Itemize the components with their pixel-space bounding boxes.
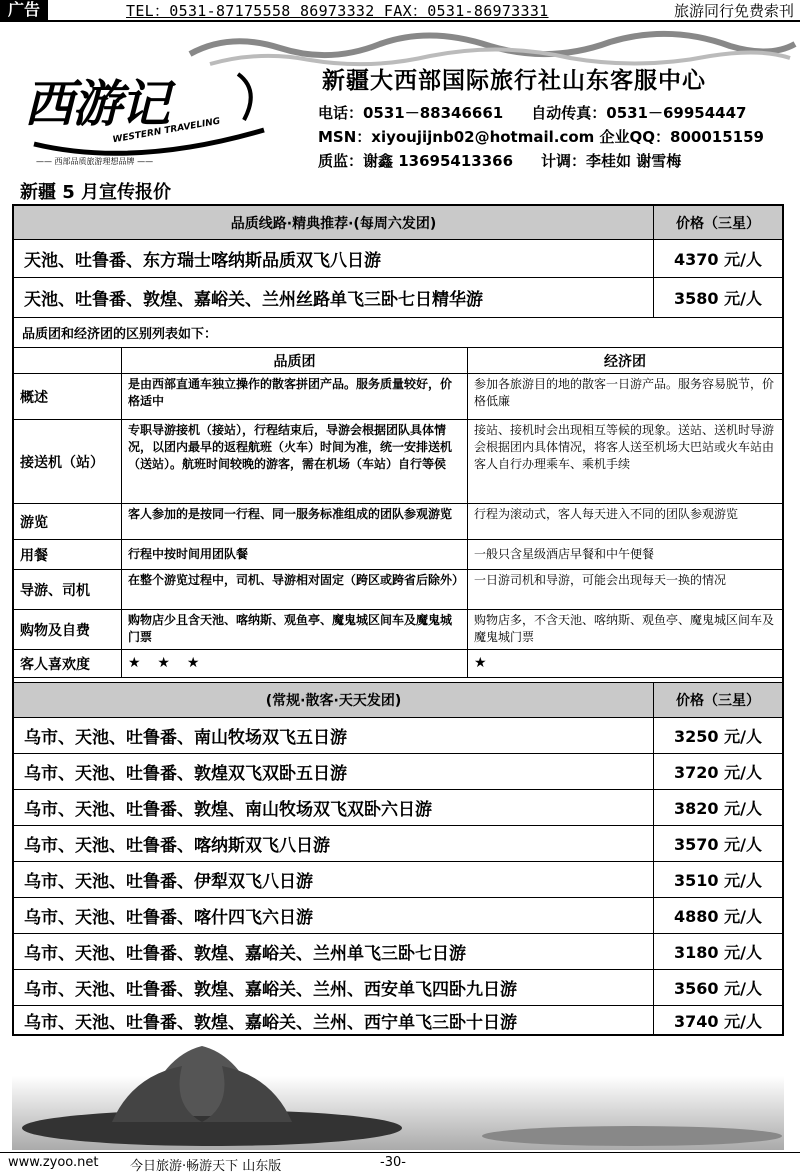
table-row (14, 790, 782, 826)
route-name: 天池、吐鲁番、敦煌、嘉峪关、兰州丝路单飞三卧七日精华游 (14, 278, 654, 317)
ad-label: 广告 (0, 0, 48, 21)
logo (24, 60, 274, 170)
row-label: 用餐 (14, 540, 122, 569)
table-row (14, 826, 782, 862)
route-price: 3740 元/人 (674, 1011, 762, 1031)
header (0, 56, 800, 180)
table-row (14, 240, 782, 278)
table-row (14, 610, 782, 650)
col-economy-header: 经济团 (604, 353, 646, 370)
route-name: 乌市、天池、吐鲁番、敦煌、嘉峪关、兰州、西安单飞四卧九日游 (14, 970, 654, 1005)
logo-tagline: —— 西部品质旅游理想品牌 —— (36, 157, 154, 166)
quality-cell: 专职导游接机（接站），行程结束后，导游会根据团队具体情况，以团内最早的返程航班（火车）时间为准，统一安排送机（送站）。航班时间较晚的游客，需在机场（车站）自行等侯 (122, 420, 468, 503)
route-name: 乌市、天池、吐鲁番、敦煌、嘉峪关、兰州单飞三卧七日游 (14, 934, 654, 969)
table-row (14, 718, 782, 754)
route-name: 乌市、天池、吐鲁番、喀纳斯双飞八日游 (14, 826, 654, 861)
premium-header-row (14, 206, 782, 240)
row-label: 游览 (14, 504, 122, 539)
table-row (14, 374, 782, 420)
footer-slogan: 今日旅游·畅游天下 山东版 (130, 1159, 282, 1172)
economy-stars: ★ (474, 655, 493, 671)
planner: 计调：李桂如 谢雪梅 (541, 152, 682, 170)
quality-cell: 客人参加的是按同一行程、同一服务标准组成的团队参观游览 (122, 504, 468, 539)
table-row (14, 934, 782, 970)
quality-cell: 在整个游览过程中，司机、导游相对固定（跨区或跨省后除外） (122, 570, 468, 609)
footer-site: www.zyoo.net (8, 1155, 99, 1170)
table-row (14, 540, 782, 570)
table-row (14, 650, 782, 678)
quality-stars: ★ ★ ★ (122, 650, 468, 677)
row-label: 接送机（站） (14, 420, 122, 503)
table-row (14, 420, 782, 504)
economy-cell: 一日游司机和导游，可能会出现每天一换的情况 (474, 573, 727, 587)
route-price: 3180 元/人 (674, 943, 762, 962)
route-price: 3580 元/人 (674, 289, 762, 308)
route-price: 3720 元/人 (674, 763, 762, 782)
col-quality-header: 品质团 (122, 348, 468, 373)
economy-cell: 参加各旅游目的地的散客一日游产品。服务容易脱节，价格低廉 (474, 377, 775, 408)
footer (0, 1152, 800, 1172)
comparison-note-row (14, 318, 782, 348)
route-name: 天池、吐鲁番、东方瑞士喀纳斯品质双飞八日游 (14, 240, 654, 277)
regular-header-row (14, 682, 782, 718)
route-price: 3820 元/人 (674, 799, 762, 818)
price-table (12, 204, 784, 1036)
supervisor-line (318, 150, 681, 171)
phone: 电话：0531－88346661 (318, 104, 504, 122)
table-row (14, 570, 782, 610)
table-row (14, 970, 782, 1006)
quality-cell: 是由西部直通车独立操作的散客拼团产品。服务质量较好，价格适中 (122, 374, 468, 419)
row-label: 导游、司机 (14, 570, 122, 609)
logo-subtitle: WESTERN TRAVELING (111, 116, 222, 146)
table-row (14, 898, 782, 934)
regular-header: (常规·散客·天天发团) (14, 683, 654, 717)
route-price: 3510 元/人 (674, 871, 762, 890)
page-number: -30- (380, 1155, 406, 1170)
supervisor: 质监：谢鑫 13695413366 (318, 152, 514, 170)
route-price: 4880 元/人 (674, 907, 762, 926)
route-name: 乌市、天池、吐鲁番、敦煌双飞双卧五日游 (14, 754, 654, 789)
logo-text: 西游记 (24, 74, 168, 133)
route-name: 乌市、天池、吐鲁番、伊犁双飞八日游 (14, 862, 654, 897)
row-label: 购物及自费 (14, 610, 122, 649)
route-price: 3560 元/人 (674, 979, 762, 998)
row-label: 客人喜欢度 (14, 650, 122, 677)
comparison-header-row (14, 348, 782, 374)
route-name: 乌市、天池、吐鲁番、喀什四飞六日游 (14, 898, 654, 933)
fax: 自动传真：0531－69954447 (531, 104, 747, 122)
economy-cell: 接站、接机时会出现相互等候的现象。送站、送机时导游会根据团内具体情况，将客人送至机场大巴站或火车站由客人自行办理乘车、乘机手续 (474, 423, 775, 471)
comparison-note: 品质团和经济团的区别列表如下： (22, 327, 218, 342)
top-contact: TEL：0531-87175558 86973332 FAX：0531-86973331 (126, 1, 549, 20)
economy-cell: 一般只含星级酒店早餐和中午便餐 (474, 547, 655, 561)
regular-price-header: 价格（三星） (654, 683, 782, 717)
table-row (14, 862, 782, 898)
route-name: 乌市、天池、吐鲁番、敦煌、南山牧场双飞双卧六日游 (14, 790, 654, 825)
lotus-illustration-icon (12, 1036, 784, 1150)
quality-cell: 购物店少且含天池、喀纳斯、观鱼亭、魔鬼城区间车及魔鬼城门票 (122, 610, 468, 649)
table-row (14, 504, 782, 540)
route-price: 3570 元/人 (674, 835, 762, 854)
quality-cell: 行程中按时间用团队餐 (122, 540, 468, 569)
msn-line: MSN：xiyoujijnb02@hotmail.com 企业QQ：800015159 (318, 128, 764, 146)
table-row (14, 278, 782, 318)
premium-header: 品质线路·精典推荐·(每周六发团) (14, 206, 654, 239)
phone-line (318, 102, 747, 123)
table-row (14, 754, 782, 790)
premium-price-header: 价格（三星） (654, 206, 782, 239)
top-bar (0, 0, 800, 22)
economy-cell: 行程为滚动式，客人每天进入不同的团队参观游览 (474, 507, 739, 521)
economy-cell: 购物店多，不含天池、喀纳斯、观鱼亭、魔鬼城区间车及魔鬼城门票 (474, 613, 775, 644)
route-name: 乌市、天池、吐鲁番、敦煌、嘉峪关、兰州、西宁单飞三卧十日游 (14, 1006, 654, 1034)
table-row (14, 1006, 782, 1034)
route-price: 3250 元/人 (674, 727, 762, 746)
route-price: 4370 元/人 (674, 250, 762, 269)
page-subtitle: 新疆 5 月宣传报价 (20, 182, 172, 203)
company-name: 新疆大西部国际旅行社山东客服中心 (322, 68, 706, 94)
row-label: 概述 (14, 374, 122, 419)
top-right-text: 旅游同行免费索刊 (673, 1, 794, 20)
route-name: 乌市、天池、吐鲁番、南山牧场双飞五日游 (14, 718, 654, 753)
